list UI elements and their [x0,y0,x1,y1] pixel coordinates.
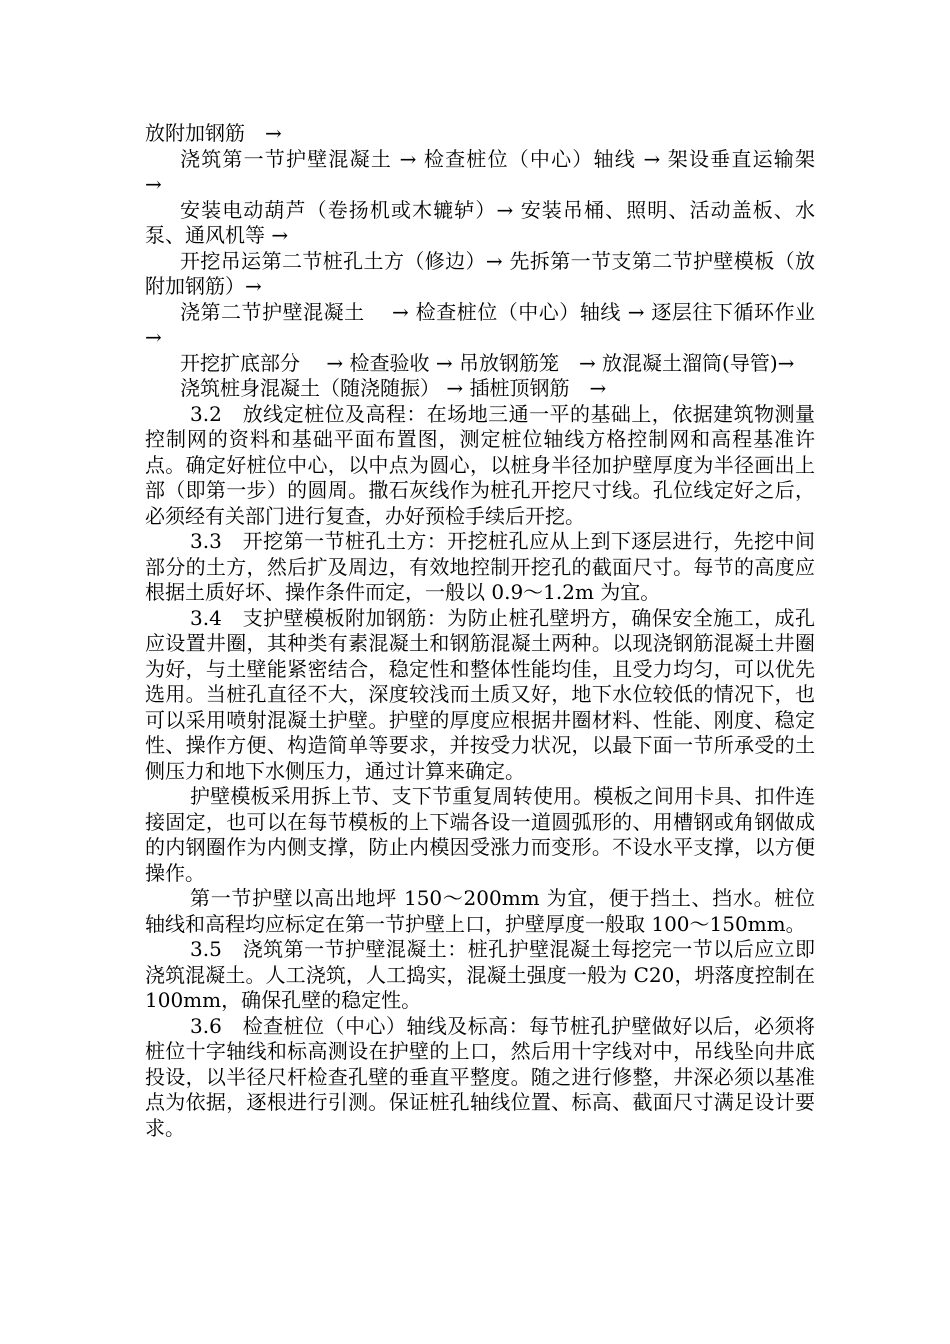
section-3-5-paragraph: 3.5 浇筑第一节护壁混凝土：桩孔护壁混凝土每挖完一节以后应立即浇筑混凝土。人工浇筑，人工捣实，混凝土强度一般为 C20，坍落度控制在 100mm，确保孔壁的稳定性。 [145,937,815,1012]
document-body [145,121,842,1141]
first-wall-paragraph: 第一节护壁以高出地坪 150～200mm 为宜，便于挡土、挡水。桩位轴线和高程均应标定在第一节护壁上口，护壁厚度一般取 100～150mm。 [145,886,815,936]
section-3-2-paragraph: 3.2 放线定桩位及高程：在场地三通一平的基础上，依据建筑物测量控制网的资料和基础平面布置图，测定桩位轴线方格控制网和高程基准许点。确定好桩位中心，以中点为圆心，以桩身半径加护壁厚度为半径画出上部（即第一步）的圆周。撒石灰线作为桩孔开挖尺寸线。孔位线定好之后，必须经有关部门进行复查，办好预检手续后开挖。 [145,401,815,528]
section-3-4-paragraph: 3.4 支护壁模板附加钢筋：为防止桩孔壁坍方，确保安全施工，成孔应设置井圈，其种类有素混凝土和钢筋混凝土两种。以现浇钢筋混凝土井圈为好，与土壁能紧密结合，稳定性和整体性能均佳，且受力均匀，可以优先选用。当桩孔直径不大，深度较浅而土质又好，地下水位较低的情况下，也可以采用喷射混凝土护壁。护壁的厚度应根据井圈材料、性能、刚度、稳定性、操作方便、构造简单等要求，并按受力状况，以最下面一节所承受的土侧压力和地下水侧压力，通过计算来确定。 [145,605,815,783]
flow-step: 开挖扩底部分 → 检查验收 → 吊放钢筋笼 → 放混凝土溜筒(导管)→ [180,350,795,375]
section-3-3-paragraph: 3.3 开挖第一节桩孔土方：开挖桩孔应从上到下逐层进行，先挖中间部分的土方，然后扩及周边，有效地控制开挖孔的截面尺寸。每节的高度应根据土质好坏、操作条件而定，一般以 0.9～1.2m 为宜。 [145,529,815,604]
section-3-6-paragraph: 3.6 检查桩位（中心）轴线及标高：每节桩孔护壁做好以后，必须将桩位十字轴线和标高测设在护壁的上口，然后用十字线对中，吊线坠向井底投设，以半径尺杆检查孔壁的垂直平整度。随之进行修整，井深必须以基准点为依据，逐根进行引测。保证桩孔轴线位置、标高、截面尺寸满足设计要求。 [145,1013,815,1140]
flow-step: 开挖吊运第二节桩孔土方（修边）→ 先拆第一节支第二节护壁模板（放附加钢筋）→ [145,248,815,298]
flow-step: 安装电动葫芦（卷扬机或木辘轳）→ 安装吊桶、照明、活动盖板、水泵、通风机等 → [145,197,815,247]
flow-step: 浇筑桩身混凝土（随浇随振） → 插桩顶钢筋 → [180,376,607,400]
formwork-paragraph: 护壁模板采用拆上节、支下节重复周转使用。模板之间用卡具、扣件连接固定，也可以在每节模板的上下端各设一道圆弧形的、用槽钢或角钢做成的内钢圈作为内侧支撑，防止内模因受涨力而变形。不设水平支撑，以方便操作。 [145,784,815,885]
flow-step: 放附加钢筋 → [145,121,282,145]
flow-step: 浇筑第一节护壁混凝土 → 检查桩位（中心）轴线 → 架设垂直运输架 → [145,146,842,196]
flow-step: 浇第二节护壁混凝土 → 检查桩位（中心）轴线 → 逐层往下循环作业 → [145,299,815,349]
